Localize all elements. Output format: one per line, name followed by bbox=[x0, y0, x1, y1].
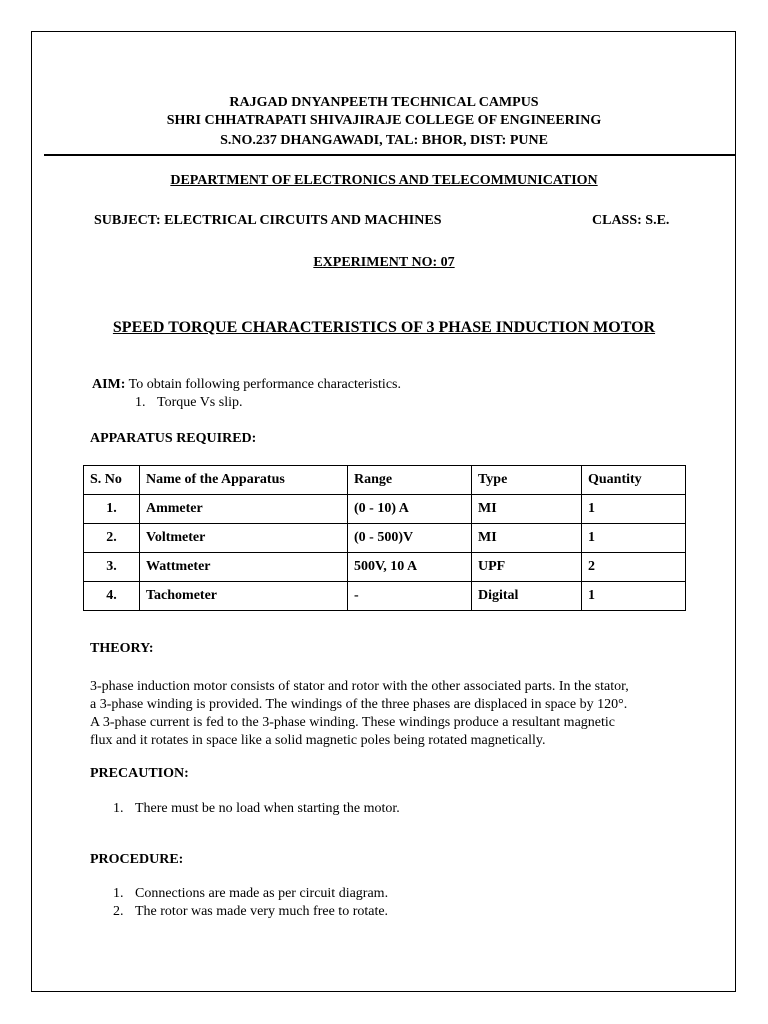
list-text: Connections are made as per circuit diagram. bbox=[135, 886, 389, 901]
table-header-cell: Name of the Apparatus bbox=[140, 466, 348, 495]
table-row bbox=[84, 495, 686, 524]
table-row bbox=[84, 582, 686, 611]
subject-label: SUBJECT: ELECTRICAL CIRCUITS AND MACHINES bbox=[94, 213, 442, 228]
table-cell: Voltmeter bbox=[140, 524, 348, 553]
table-cell: 3. bbox=[84, 553, 140, 582]
theory-line: a 3-phase winding is provided. The windings of the three phases are displaced in space by 120°. bbox=[90, 697, 628, 712]
experiment-number: EXPERIMENT NO: 07 bbox=[313, 255, 455, 270]
table-cell: Ammeter bbox=[140, 495, 348, 524]
table-cell: Wattmeter bbox=[140, 553, 348, 582]
table-cell: 1 bbox=[582, 582, 686, 611]
table-cell: 2 bbox=[582, 553, 686, 582]
theory-line: A 3-phase current is fed to the 3-phase winding. These windings produce a resultant magnetic bbox=[90, 715, 615, 730]
table-cell: MI bbox=[472, 524, 582, 553]
table-cell: 1 bbox=[582, 495, 686, 524]
precaution-item bbox=[113, 801, 400, 817]
college-address: S.NO.237 DHANGAWADI, TAL: BHOR, DIST: PUNE bbox=[220, 133, 548, 148]
class-label: CLASS: S.E. bbox=[592, 213, 670, 228]
department-title: DEPARTMENT OF ELECTRONICS AND TELECOMMUNICATION bbox=[170, 173, 598, 188]
table-cell: MI bbox=[472, 495, 582, 524]
header-divider bbox=[44, 154, 736, 156]
table-cell: Digital bbox=[472, 582, 582, 611]
aim-label: AIM: bbox=[92, 377, 126, 392]
aim-statement bbox=[92, 377, 401, 393]
experiment-title: SPEED TORQUE CHARACTERISTICS OF 3 PHASE INDUCTION MOTOR bbox=[112, 319, 656, 336]
table-header-cell: Type bbox=[472, 466, 582, 495]
table-cell: 1. bbox=[84, 495, 140, 524]
list-number: 1. bbox=[113, 886, 124, 901]
table-header-cell: S. No bbox=[84, 466, 140, 495]
table-cell: UPF bbox=[472, 553, 582, 582]
apparatus-heading: APPARATUS REQUIRED: bbox=[90, 431, 257, 446]
list-number: 2. bbox=[113, 904, 124, 919]
procedure-item bbox=[113, 886, 388, 902]
list-text: The rotor was made very much free to rotate. bbox=[135, 904, 389, 919]
theory-line: 3-phase induction motor consists of stator and rotor with the other associated parts. In the stator, bbox=[90, 679, 629, 694]
table-cell: 500V, 10 A bbox=[348, 553, 472, 582]
table-row bbox=[84, 553, 686, 582]
table-cell: (0 - 500)V bbox=[348, 524, 472, 553]
theory-paragraph bbox=[90, 678, 680, 750]
table-header-cell: Quantity bbox=[582, 466, 686, 495]
list-text: Torque Vs slip. bbox=[157, 395, 243, 410]
procedure-item bbox=[113, 904, 388, 920]
table-cell: Tachometer bbox=[140, 582, 348, 611]
theory-line: flux and it rotates in space like a solid magnetic poles being rotated magnetically. bbox=[90, 733, 546, 748]
aim-text: To obtain following performance characteristics. bbox=[125, 377, 401, 392]
table-header-cell: Range bbox=[348, 466, 472, 495]
table-cell: 2. bbox=[84, 524, 140, 553]
college-name: SHRI CHHATRAPATI SHIVAJIRAJE COLLEGE OF ENGINEERING bbox=[166, 113, 602, 128]
theory-heading: THEORY: bbox=[90, 641, 154, 656]
table-cell: 1 bbox=[582, 524, 686, 553]
procedure-heading: PROCEDURE: bbox=[90, 852, 184, 867]
list-number: 1. bbox=[135, 395, 146, 410]
table-cell: - bbox=[348, 582, 472, 611]
aim-list-item bbox=[135, 395, 242, 411]
precaution-heading: PRECAUTION: bbox=[90, 766, 189, 781]
table-header-row bbox=[84, 466, 686, 495]
list-number: 1. bbox=[113, 801, 124, 816]
list-text: There must be no load when starting the motor. bbox=[135, 801, 400, 816]
table-cell: (0 - 10) A bbox=[348, 495, 472, 524]
table-row bbox=[84, 524, 686, 553]
apparatus-table bbox=[83, 465, 686, 611]
table-cell: 4. bbox=[84, 582, 140, 611]
institution-name: RAJGAD DNYANPEETH TECHNICAL CAMPUS bbox=[229, 95, 539, 110]
